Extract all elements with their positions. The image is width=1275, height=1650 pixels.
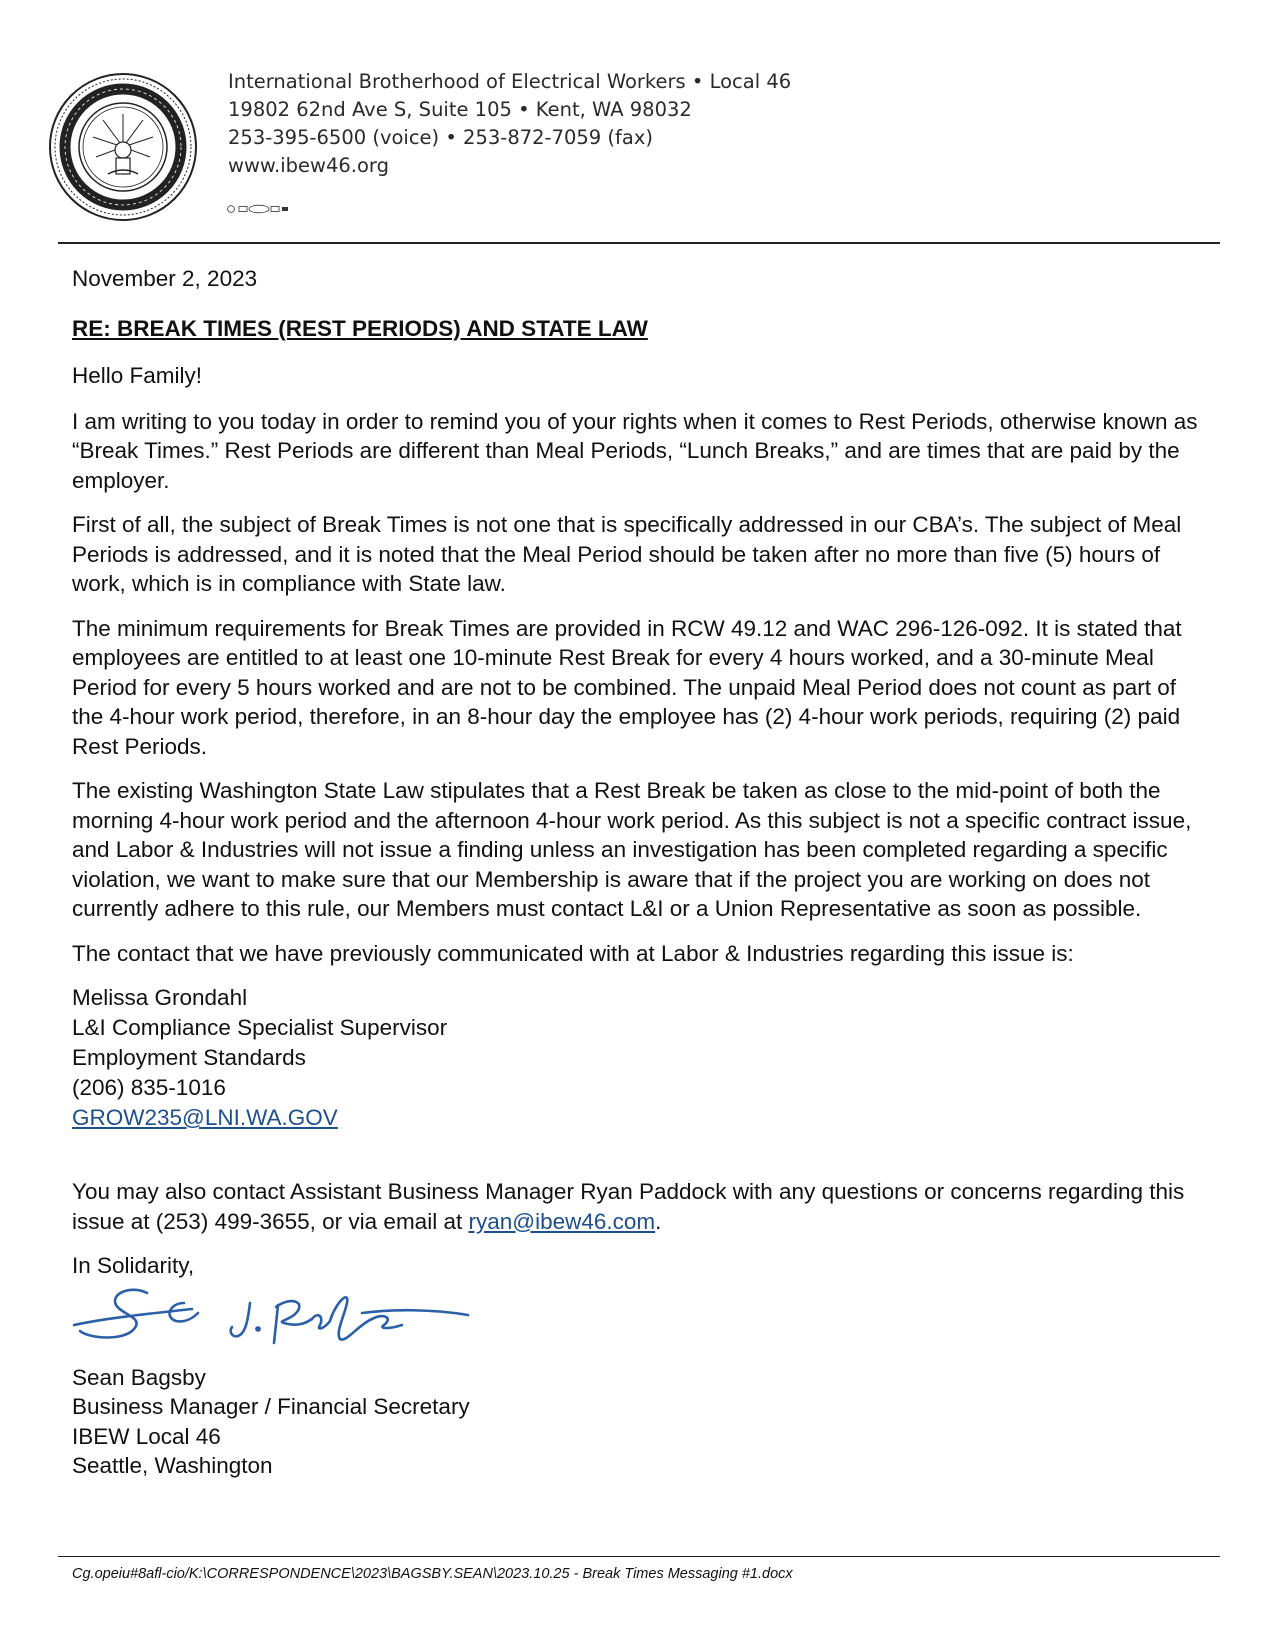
paragraph: I am writing to you today in order to remind you of your rights when it comes to Rest Periods, otherwise known as “Break Times.” Rest Periods are different than Meal Periods, “Lunch Breaks,” and are times that are paid by the employer.	[72, 408, 1198, 493]
org-website[interactable]: www.ibew46.org	[228, 154, 389, 177]
followup-end: .	[655, 1208, 662, 1234]
letterhead-block	[228, 68, 791, 180]
contact-block	[72, 983, 1212, 1133]
followup-email-link[interactable]: ryan@ibew46.com	[468, 1208, 656, 1234]
signer-org: IBEW Local 46	[72, 1423, 221, 1449]
header-divider	[58, 242, 1220, 244]
contact-department: Employment Standards	[72, 1045, 306, 1070]
paragraph: The contact that we have previously communicated with at Labor & Industries regarding this issue is:	[72, 940, 1074, 966]
paragraph: The existing Washington State Law stipulates that a Rest Break be taken as close to the mid-point of both the morning 4-hour work period and the afternoon 4-hour work period. As this subject is not a specific contract issue, and Labor & Industries will not issue a finding unless an investigation has been completed regarding a specific violation, we want to make sure that our Membership is aware that if the project you are working on does not currently adhere to this rule, our Members must contact L&I or a Union Representative as soon as possible.	[72, 778, 1192, 921]
org-address: 19802 62nd Ave S, Suite 105 • Kent, WA 98032	[228, 98, 692, 121]
signature-area	[72, 1281, 1212, 1363]
followup-text: You may also contact Assistant Business Manager Ryan Paddock with any questions or concerns regarding this issue at (253) 499-3655, or via email at	[72, 1179, 1185, 1234]
ibew-seal-logo	[48, 72, 198, 222]
letter-body	[72, 264, 1212, 1481]
contact-email-link[interactable]: GROW235@LNI.WA.GOV	[72, 1105, 338, 1130]
contact-name: Melissa Grondahl	[72, 985, 248, 1010]
footer-divider	[58, 1556, 1220, 1557]
signer-name: Sean Bagsby	[72, 1364, 206, 1390]
footer-file-path: Cg.opeiu#8afl-cio/K:\CORRESPONDENCE\2023\BAGSBY.SEAN\2023.10.25 - Break Times Messaging #1.docx	[72, 1566, 793, 1582]
paragraph: The minimum requirements for Break Times are provided in RCW 49.12 and WAC 296-126-092. It is stated that employees are entitled to at least one 10-minute Rest Break for every 4 hours worked, and a 30-minute Meal Period for every 5 hours worked and are not to be combined. The unpaid Meal Period does not count as part of the 4-hour work period, therefore, in an 8-hour day the employee has (2) 4-hour work periods, requiring (2) paid Rest Periods.	[72, 615, 1182, 759]
greeting: Hello Family!	[72, 363, 203, 388]
paragraph: First of all, the subject of Break Times is not one that is specifically addressed in our CBA’s. The subject of Meal Periods is addressed, and it is noted that the Meal Period should be taken after no more than five (5) hours of work, which is in compliance with State law.	[72, 512, 1182, 596]
signer-title: Business Manager / Financial Secretary	[72, 1394, 470, 1419]
union-bug-icon	[226, 204, 290, 214]
signer-location: Seattle, Washington	[72, 1453, 273, 1478]
signer-block	[72, 1363, 1212, 1481]
org-name: International Brotherhood of Electrical Workers • Local 46	[228, 70, 792, 93]
letter-date: November 2, 2023	[72, 266, 258, 291]
handwritten-signature	[72, 1273, 492, 1363]
contact-title: L&I Compliance Specialist Supervisor	[72, 1015, 448, 1040]
followup-paragraph	[72, 1177, 1212, 1236]
closing: In Solidarity,	[72, 1253, 195, 1278]
org-phone: 253-395-6500 (voice) • 253-872-7059 (fax)	[228, 126, 653, 149]
contact-phone: (206) 835-1016	[72, 1075, 226, 1100]
subject-line: RE: BREAK TIMES (REST PERIODS) AND STATE LAW	[72, 315, 648, 341]
